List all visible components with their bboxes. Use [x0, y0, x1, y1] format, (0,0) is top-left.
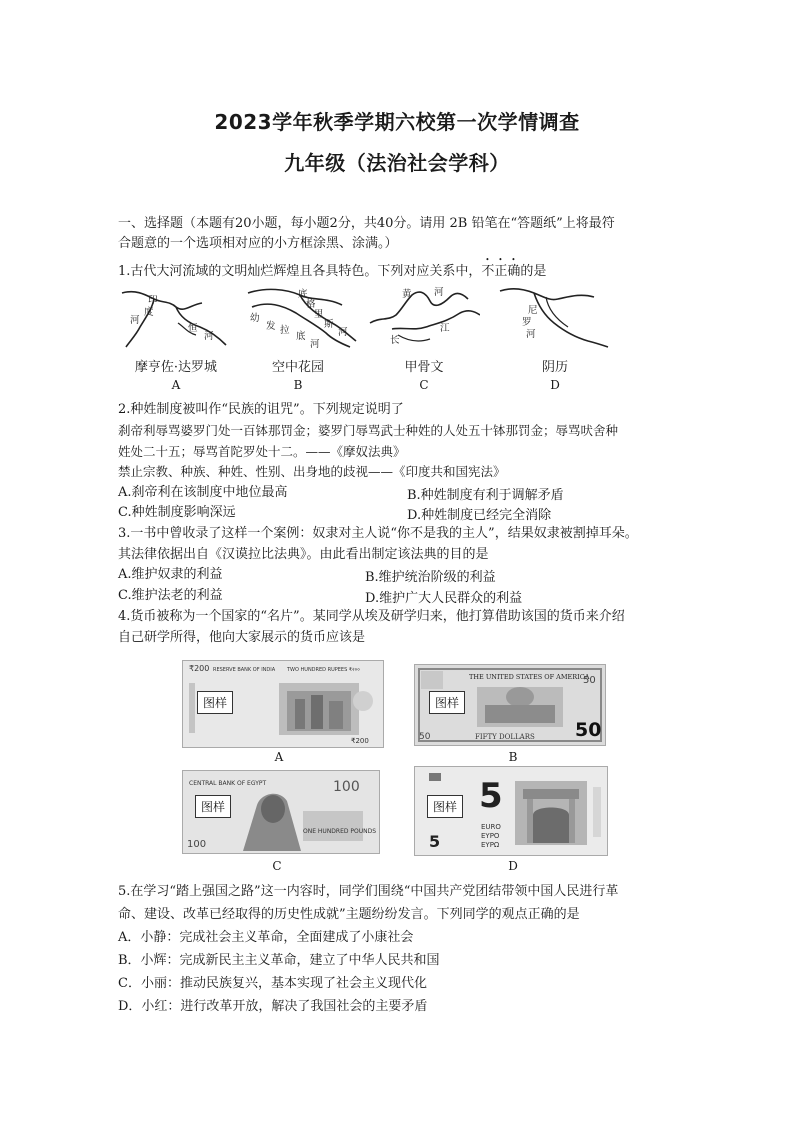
map-b-label-1: 底	[298, 289, 308, 300]
map-b-label-5: 河	[338, 327, 348, 338]
map-b-label-2: 格	[306, 299, 316, 310]
map-a-label-4: 恒	[188, 323, 198, 334]
map-d-caption: 阴历	[541, 360, 568, 375]
map-d-nile	[498, 283, 610, 349]
q2-option-c: C.种姓制度影响深远	[118, 505, 236, 520]
map-d-label-2: 罗	[522, 317, 532, 328]
note-a-value-top: ₹200	[189, 664, 210, 673]
q3-option-a: A.维护奴隶的利益	[118, 567, 223, 582]
q5-option-d: D．小红：进行改革开放，解决了我国社会的主要矛盾	[118, 999, 428, 1014]
map-a-label-1: 印	[148, 295, 158, 306]
q2-option-d: D.种姓制度已经完全消除	[407, 508, 552, 523]
note-b-left: 50	[419, 732, 431, 742]
q2-option-b: B.种姓制度有利于调解矛盾	[407, 488, 564, 503]
note-d-euro-3: ΕΥΡΩ	[481, 841, 500, 849]
q5-stem-line1: 5.在学习“踏上强国之路”这一内容时，同学们围绕“中国共产党团结带领中国人民进行革	[118, 884, 619, 899]
q5-option-c: C．小丽：推动民族复兴，基本实现了社会主义现代化	[118, 976, 427, 991]
map-d-letter: D	[550, 378, 560, 392]
note-b-big-value: 50	[575, 719, 602, 741]
note-a-bank-name: RESERVE BANK OF INDIA	[213, 667, 276, 673]
note-b-letter: B	[508, 750, 518, 764]
map-b-label-3: 里	[314, 309, 324, 320]
q2-stem: 2.种姓制度被叫作“民族的诅咒”。下列规定说明了	[118, 402, 404, 417]
note-a-value-bottom: ₹200	[351, 737, 369, 745]
note-d-big-value: 5	[479, 776, 503, 816]
note-b-amount-text: FIFTY DOLLARS	[475, 733, 535, 741]
q3-option-c: C.维护法老的利益	[118, 588, 223, 603]
map-a-label-5: 河	[204, 331, 214, 342]
banknote-c-egypt	[182, 770, 380, 854]
note-d-euro-1: EURO	[481, 823, 501, 831]
q5-stem-line2: 命、建设、改革已经取得的历史性成就”主题纷纷发言。下列同学的观点正确的是	[118, 907, 580, 922]
map-d-label-1: 尼	[528, 305, 538, 316]
note-b-country: THE UNITED STATES OF AMERICA	[469, 673, 590, 681]
map-b-letter: B	[293, 378, 303, 392]
note-a-letter: A	[274, 750, 284, 764]
q3-stem-line1: 3.一书中曾收录了这样一个案例：奴隶对主人说“你不是我的主人”，结果奴隶被割掉耳朵。	[118, 526, 638, 541]
q1-stem-emphasis: 不正确	[481, 264, 521, 279]
q2-option-a: A.刹帝利在该制度中地位最高	[118, 485, 288, 500]
exam-title: 2023学年秋季学期六校第一次学情调查	[214, 110, 580, 134]
note-d-letter: D	[508, 859, 518, 873]
map-a-label-2: 度	[144, 307, 154, 318]
map-b-label-4: 斯	[324, 319, 334, 330]
map-a-label-3: 河	[130, 315, 140, 326]
map-c-yellow-yangtze	[368, 283, 480, 349]
map-c-letter: C	[419, 378, 429, 392]
q3-stem-line2: 其法律依据出自《汉谟拉比法典》。由此看出制定该法典的目的是	[118, 547, 489, 562]
map-b-label-6: 幼	[250, 313, 260, 324]
q1-stem	[118, 256, 688, 281]
q1-stem-pre: 1.古代大河流域的文明灿烂辉煌且各具特色。下列对应关系中，	[118, 264, 482, 279]
note-c-letter: C	[272, 859, 282, 873]
map-b-label-7: 发	[266, 321, 276, 332]
map-a-indus-ganges	[118, 283, 230, 349]
banknote-d-euro	[414, 766, 608, 856]
note-d-euro-2: EYPO	[481, 832, 500, 840]
map-b-label-9: 底	[296, 331, 306, 342]
exam-subtitle: 九年级（法治社会学科）	[284, 151, 510, 175]
note-b-corner: 50	[583, 675, 596, 686]
note-c-amount-text: ONE HUNDRED POUNDS	[303, 828, 377, 835]
map-b-label-8: 拉	[280, 325, 290, 336]
map-c-label-1: 黄	[402, 289, 412, 300]
map-a-caption: 摩亨佐·达罗城	[134, 360, 218, 375]
section-intro-line1: 一、选择题（本题有20小题，每小题2分，共40分。请用 2B 铅笔在“答题纸”上将最符	[118, 216, 615, 231]
q5-option-b: B．小辉：完成新民主主义革命，建立了中华人民共和国	[118, 953, 440, 968]
note-d-left: 5	[429, 832, 441, 851]
map-d-label-3: 河	[526, 329, 536, 340]
note-a-stamp: 图样	[197, 691, 233, 714]
q1-stem-post: 的是	[520, 264, 547, 279]
map-c-label-4: 江	[440, 323, 450, 334]
note-d-stamp: 图样	[427, 795, 463, 818]
map-c-label-2: 河	[434, 287, 444, 298]
section-intro-line2: 合题意的一个选项相对应的小方框涂黑、涂满。）	[118, 236, 398, 251]
q3-option-b: B.维护统治阶级的利益	[365, 570, 496, 585]
banknote-b-usa	[414, 664, 606, 746]
q3-option-d: D.维护广大人民群众的利益	[365, 591, 523, 606]
note-c-bank: CENTRAL BANK OF EGYPT	[189, 780, 267, 787]
note-b-stamp: 图样	[429, 691, 465, 714]
note-c-left: 100	[187, 839, 207, 850]
map-b-mesopotamia	[246, 283, 358, 349]
map-b-caption: 空中花园	[271, 360, 324, 375]
banknote-a-india	[182, 660, 384, 748]
q2-quote-line1: 刹帝利辱骂婆罗门处一百钵那罚金；婆罗门辱骂武士种姓的人处五十钵那罚金；辱骂吠舍种	[118, 423, 619, 438]
q4-stem-line2: 自己研学所得，他向大家展示的货币应该是	[118, 630, 366, 645]
note-c-corner: 100	[333, 779, 360, 795]
map-c-label-3: 长	[390, 335, 400, 346]
q5-option-a: A．小静：完成社会主义革命，全面建成了小康社会	[118, 930, 414, 945]
note-c-stamp: 图样	[195, 795, 231, 818]
q2-quote-line3: 禁止宗教、种族、种姓、性别、出身地的歧视——《印度共和国宪法》	[118, 464, 506, 479]
q2-quote-line2: 姓处二十五；辱骂首陀罗处十二。——《摩奴法典》	[118, 444, 406, 459]
note-a-denomination: TWO HUNDRED RUPEES ₹२००	[287, 667, 360, 673]
map-c-caption: 甲骨文	[404, 360, 444, 375]
q4-stem-line1: 4.货币被称为一个国家的“名片”。某同学从埃及研学归来，他打算借助该国的货币来介绍	[118, 609, 625, 624]
map-a-letter: A	[171, 378, 181, 392]
map-b-label-10: 河	[310, 339, 320, 349]
